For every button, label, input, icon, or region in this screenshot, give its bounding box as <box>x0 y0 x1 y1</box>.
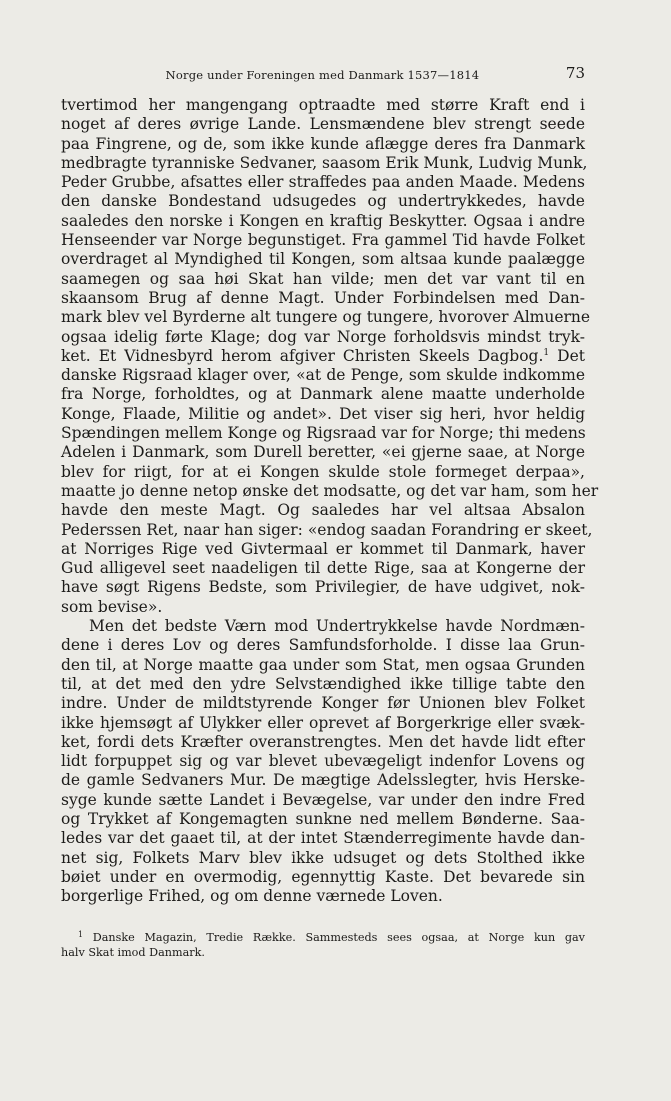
body-text <box>61 96 599 906</box>
text-line: ikke hjemsøgt af Ulykker eller oprevet af Borgerkrige eller svæk- <box>61 713 585 732</box>
text-line: overdraget al Myndighed til Kongen, som altsaa kunde paalægge <box>61 250 585 269</box>
text-line: de gamle Sedvaners Mur. De mægtige Adelsslegter, hvis Herske- <box>61 771 585 790</box>
footnote-reference: 1 <box>543 347 550 358</box>
text-line: fra Norge, forholdtes, og at Danmark alene maatte underholde <box>61 385 585 404</box>
text-line-part: ket. Et Vidnesbyrd herom afgiver Christen Skeels Dagbog. <box>61 346 544 365</box>
running-head <box>60 64 585 84</box>
text-line: ledes var det gaaet til, at der intet Stænderregimente havde dan- <box>61 829 585 848</box>
text-line: dene i deres Lov og deres Samfundsforholde. I disse laa Grun- <box>61 636 585 655</box>
text-line: noget af deres øvrige Lande. Lensmændene blev strengt seede <box>61 115 585 134</box>
text-line-with-footnote <box>61 347 585 366</box>
text-line: Adelen i Danmark, som Durell beretter, «ei gjerne saae, at Norge <box>61 443 585 462</box>
text-line: maatte jo denne netop ønske det modsatte, og det var ham, som her <box>61 481 599 500</box>
text-line: borgerlige Frihed, og om denne værnede Loven. <box>61 887 443 906</box>
text-line: blev for riigt, for at ei Kongen skulde stole formeget derpaa», <box>61 462 585 481</box>
text-line: paa Fingrene, og de, som ikke kunde aflægge deres fra Danmark <box>61 134 585 153</box>
text-line: mark blev vel Byrderne alt tungere og tungere, hvorover Almuerne <box>61 308 591 327</box>
text-line: til, at det med den ydre Selvstændighed ikke tillige tabte den <box>61 674 585 693</box>
text-line: Peder Grubbe, afsattes eller straffedes paa anden Maade. Medens <box>61 173 585 192</box>
text-line: net sig, Folkets Marv blev ikke udsuget og dets Stolthed ikke <box>61 848 585 867</box>
text-line: ogsaa idelig førte Klage; dog var Norge forholdsvis mindst tryk- <box>61 327 585 346</box>
text-line: saaledes den norske i Kongen en kraftig Beskytter. Ogsaa i andre <box>61 211 585 230</box>
text-line: tvertimod her mangengang optraadte med større Kraft end i <box>61 96 585 114</box>
text-line: den til, at Norge maatte gaa under som Stat, men ogsaa Grunden <box>61 655 585 674</box>
running-title: Norge under Foreningen med Danmark 1537—1814 <box>165 68 480 82</box>
text-line: syge kunde sætte Landet i Bevægelse, var under den indre Fred <box>61 790 585 809</box>
text-line: og Trykket af Kongemagten sunkne ned mellem Bønderne. Saa- <box>61 809 585 828</box>
footnote-line <box>61 930 585 945</box>
text-line: lidt forpuppet sig og var blevet ubevægeligt indenfor Lovens og <box>61 752 585 771</box>
text-line: skaansom Brug af denne Magt. Under Forbindelsen med Dan- <box>61 288 585 307</box>
text-line: at Norriges Rige ved Givtermaal er kommet til Danmark, haver <box>61 539 585 558</box>
text-line: Gud alligevel seet naadeligen til dette Rige, saa at Kongerne der <box>61 559 585 578</box>
text-line: ket, fordi dets Kræfter overanstrengtes. Men det havde lidt efter <box>61 732 585 751</box>
text-line: Pederssen Ret, naar han siger: «endog saadan Forandring er skeet, <box>61 520 593 539</box>
page-number: 73 <box>565 64 585 82</box>
text-line: danske Rigsraad klager over, «at de Penge, som skulde indkomme <box>61 366 585 385</box>
text-line: saamegen og saa høi Skat han vilde; men det var vant til en <box>61 269 585 288</box>
text-line: indre. Under de mildtstyrende Konger før Unionen blev Folket <box>61 694 585 713</box>
text-line-part: Det <box>557 346 585 365</box>
text-line: som bevise». <box>61 597 163 616</box>
text-line: medbragte tyranniske Sedvaner, saasom Erik Munk, Ludvig Munk, <box>61 153 588 172</box>
footnote-marker: 1 <box>78 930 84 939</box>
footnote <box>61 930 585 960</box>
text-line: Henseender var Norge begunstiget. Fra gammel Tid havde Folket <box>61 231 585 250</box>
text-line: Konge, Flaade, Militie og andet». Det viser sig heri, hvor heldig <box>61 404 585 423</box>
text-line: have søgt Rigens Bedste, som Privilegier, de have udgivet, nok- <box>61 578 585 597</box>
footnote-line: halv Skat imod Danmark. <box>61 946 205 959</box>
text-line: Men det bedste Værn mod Undertrykkelse havde Nordmæn- <box>89 617 585 636</box>
text-line: den danske Bondestand udsugedes og undertrykkedes, havde <box>61 192 585 211</box>
text-line: bøiet under en overmodig, egennyttig Kaste. Det bevarede sin <box>61 867 585 886</box>
text-line: havde den meste Magt. Og saaledes har vel altsaa Absalon <box>61 501 585 520</box>
footnote-text: Danske Magazin, Tredie Række. Sammesteds sees ogsaa, at Norge kun gav <box>92 931 586 944</box>
text-line: Spændingen mellem Konge og Rigsraad var for Norge; thi medens <box>61 424 586 443</box>
